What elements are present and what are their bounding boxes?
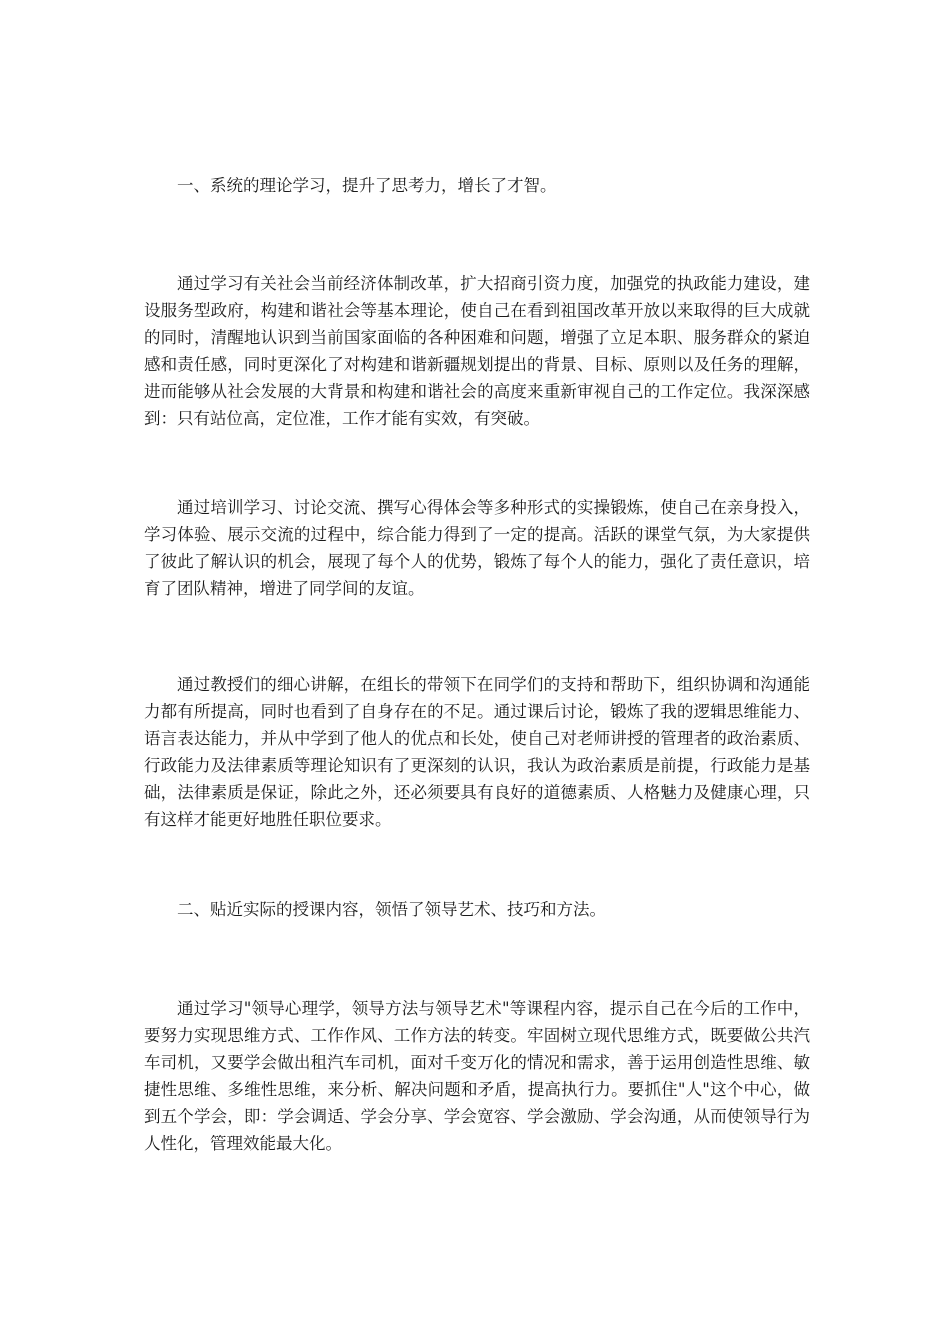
section-heading-1: 一、系统的理论学习，提升了思考力，增长了才智。 — [177, 176, 557, 195]
paragraph-practical-training: 通过培训学习、讨论交流、撰写心得体会等多种形式的实操锻炼，使自己在亲身投入，学习体验、展示交流的过程中，综合能力得到了一定的提高。活跃的课堂气氛，为大家提供了彼此了解认识的机会，展现了每个人的优势，锻炼了每个人的能力，强化了责任意识，培育了团队精神，增进了同学间的友谊。 — [144, 498, 810, 598]
paragraph-theory-study: 通过学习有关社会当前经济体制改革，扩大招商引资力度，加强党的执政能力建设，建设服务型政府，构建和谐社会等基本理论，使自己在看到祖国改革开放以来取得的巨大成就的同时，清醒地认识到当前国家面临的各种困难和问题，增强了立足本职、服务群众的紧迫感和责任感，同时更深化了对构建和谐新疆规划提出的背景、目标、原则以及任务的理解，进而能够从社会发展的大背景和构建和谐社会的高度来重新审视自己的工作定位。我深深感到：只有站位高，定位准，工作才能有实效，有突破。 — [144, 274, 810, 428]
section-heading-2: 二、贴近实际的授课内容，领悟了领导艺术、技巧和方法。 — [177, 900, 606, 919]
paragraph-professor-lectures: 通过教授们的细心讲解，在组长的带领下在同学们的支持和帮助下，组织协调和沟通能力都有所提高，同时也看到了自身存在的不足。通过课后讨论，锻炼了我的逻辑思维能力、语言表达能力，并从中学到了他人的优点和长处，使自己对老师讲授的管理者的政治素质、行政能力及法律素质等理论知识有了更深刻的认识，我认为政治素质是前提，行政能力是基础，法律素质是保证，除此之外，还必须要具有良好的道德素质、人格魅力及健康心理，只有这样才能更好地胜任职位要求。 — [144, 675, 810, 829]
paragraph-leadership-art: 通过学习"领导心理学，领导方法与领导艺术"等课程内容，提示自己在今后的工作中，要努力实现思维方式、工作作风、工作方法的转变。牢固树立现代思维方式，既要做公共汽车司机，又要学会做出租汽车司机，面对千变万化的情况和需求，善于运用创造性思维、敏捷性思维、多维性思维，来分析、解决问题和矛盾，提高执行力。要抓住"人"这个中心，做到五个学会，即：学会调适、学会分享、学会宽容、学会激励、学会沟通，从而使领导行为人性化，管理效能最大化。 — [144, 999, 810, 1153]
